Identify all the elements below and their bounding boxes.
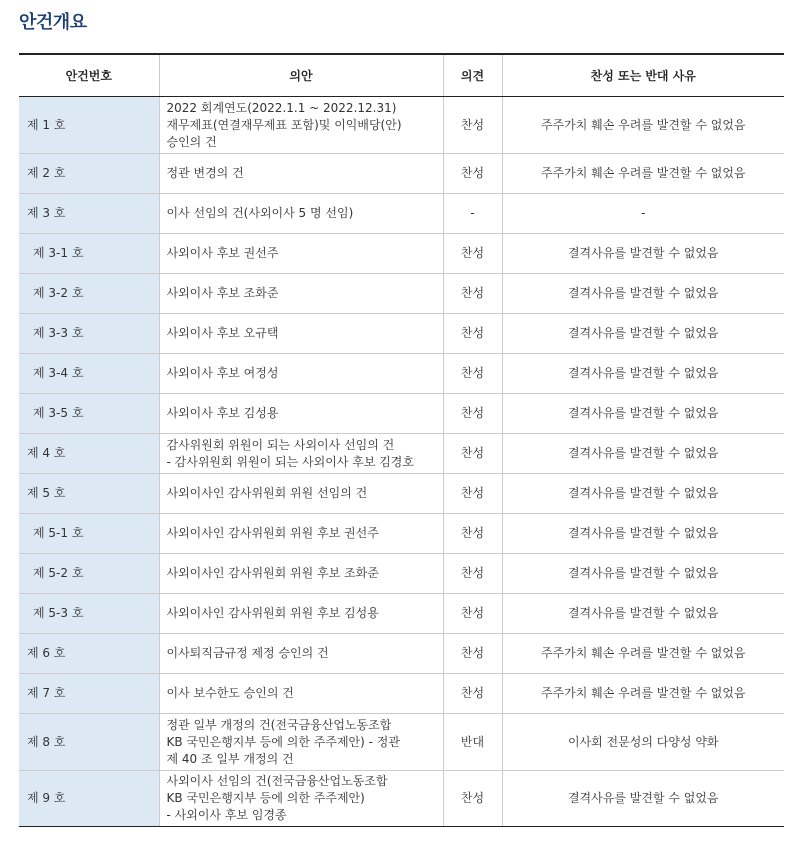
agenda-cell (159, 594, 443, 634)
reason-cell: 결격사유를 발견할 수 없었음 (502, 314, 784, 354)
agenda-cell (159, 274, 443, 314)
agenda-line: 이사퇴직금규정 제정 승인의 건 (166, 646, 329, 660)
agenda-cell (159, 474, 443, 514)
agenda-number-cell: 제 8 호 (19, 714, 159, 771)
agenda-line: KB 국민은행지부 등에 의한 주주제안) (166, 791, 365, 805)
reason-cell: 결격사유를 발견할 수 없었음 (502, 771, 784, 827)
table-row (19, 514, 784, 554)
reason-cell: 결격사유를 발견할 수 없었음 (502, 514, 784, 554)
opinion-cell: 찬성 (443, 274, 502, 314)
agenda-line: - 감사위원회 위원이 되는 사외이사 후보 김경호 (166, 454, 414, 469)
agenda-line: 제 40 조 일부 개정의 건 (166, 751, 294, 766)
agenda-number-cell: 제 6 호 (19, 634, 159, 674)
agenda-line: 사외이사 후보 오규택 (166, 326, 279, 340)
agenda-cell (159, 554, 443, 594)
opinion-cell: 찬성 (443, 554, 502, 594)
agenda-number-cell: 제 1 호 (19, 97, 159, 154)
table-row (19, 194, 784, 234)
opinion-cell: 찬성 (443, 314, 502, 354)
table-row (19, 714, 784, 771)
agenda-number-cell: 제 5-2 호 (19, 554, 159, 594)
table-row (19, 354, 784, 394)
table-row (19, 234, 784, 274)
agenda-cell (159, 234, 443, 274)
reason-cell: 결격사유를 발견할 수 없었음 (502, 234, 784, 274)
opinion-cell: - (443, 194, 502, 234)
agenda-number-cell: 제 3-3 호 (19, 314, 159, 354)
agenda-line: 정관 일부 개정의 건(전국금융산업노동조합 (166, 717, 392, 732)
opinion-cell: 찬성 (443, 674, 502, 714)
agenda-number-cell: 제 7 호 (19, 674, 159, 714)
agenda-line: 사외이사인 감사위원회 위원 선임의 건 (166, 486, 368, 500)
opinion-cell: 찬성 (443, 634, 502, 674)
table-row (19, 314, 784, 354)
reason-cell: 결격사유를 발견할 수 없었음 (502, 474, 784, 514)
opinion-cell: 찬성 (443, 394, 502, 434)
table-row (19, 154, 784, 194)
table-body (19, 97, 784, 827)
reason-cell: 결격사유를 발견할 수 없었음 (502, 354, 784, 394)
table-row (19, 771, 784, 827)
agenda-number-cell: 제 9 호 (19, 771, 159, 827)
opinion-cell: 찬성 (443, 434, 502, 474)
table-row (19, 554, 784, 594)
opinion-cell: 찬성 (443, 97, 502, 154)
agenda-cell (159, 434, 443, 474)
agenda-number-cell: 제 2 호 (19, 154, 159, 194)
agenda-line: 사외이사인 감사위원회 위원 후보 조화준 (166, 566, 379, 580)
agenda-cell (159, 634, 443, 674)
reason-cell: 결격사유를 발견할 수 없었음 (502, 394, 784, 434)
opinion-cell: 찬성 (443, 514, 502, 554)
table-row (19, 274, 784, 314)
table-row (19, 394, 784, 434)
reason-cell: 결격사유를 발견할 수 없었음 (502, 434, 784, 474)
header-agenda-number: 안건번호 (19, 54, 159, 97)
reason-cell: 결격사유를 발견할 수 없었음 (502, 274, 784, 314)
opinion-cell: 찬성 (443, 354, 502, 394)
opinion-cell: 찬성 (443, 474, 502, 514)
agenda-cell (159, 154, 443, 194)
agenda-number-cell: 제 3-5 호 (19, 394, 159, 434)
agenda-line: 사외이사 선임의 건(전국금융산업노동조합 (166, 774, 388, 788)
agenda-cell (159, 394, 443, 434)
reason-cell: - (502, 194, 784, 234)
reason-cell: 주주가치 훼손 우려를 발견할 수 없었음 (502, 634, 784, 674)
reason-cell: 주주가치 훼손 우려를 발견할 수 없었음 (502, 154, 784, 194)
agenda-line: 감사위원회 위원이 되는 사외이사 선임의 건 (166, 437, 395, 452)
agenda-number-cell: 제 4 호 (19, 434, 159, 474)
table-row (19, 474, 784, 514)
agenda-number-cell: 제 3-4 호 (19, 354, 159, 394)
agenda-cell (159, 97, 443, 154)
agenda-line: - 사외이사 후보 임경종 (166, 808, 287, 822)
agenda-cell (159, 714, 443, 771)
agenda-line: 사외이사인 감사위원회 위원 후보 권선주 (166, 526, 379, 540)
agenda-cell (159, 674, 443, 714)
agenda-line: 사외이사 후보 권선주 (166, 246, 279, 260)
opinion-cell: 찬성 (443, 771, 502, 827)
agenda-number-cell: 제 5-3 호 (19, 594, 159, 634)
agenda-cell (159, 354, 443, 394)
opinion-cell: 반대 (443, 714, 502, 771)
table-row (19, 594, 784, 634)
agenda-cell (159, 514, 443, 554)
agenda-line: 2022 회계연도(2022.1.1 ~ 2022.12.31) (166, 100, 397, 115)
table-row (19, 434, 784, 474)
reason-cell: 주주가치 훼손 우려를 발견할 수 없었음 (502, 674, 784, 714)
agenda-number-cell: 제 3 호 (19, 194, 159, 234)
agenda-line: KB 국민은행지부 등에 의한 주주제안) - 정관 (166, 734, 400, 749)
opinion-cell: 찬성 (443, 594, 502, 634)
agenda-number-cell: 제 3-2 호 (19, 274, 159, 314)
reason-cell: 주주가치 훼손 우려를 발견할 수 없었음 (502, 97, 784, 154)
opinion-cell: 찬성 (443, 154, 502, 194)
opinion-cell: 찬성 (443, 234, 502, 274)
agenda-cell (159, 194, 443, 234)
agenda-line: 정관 변경의 건 (166, 166, 244, 180)
table-row (19, 634, 784, 674)
agenda-line: 이사 보수한도 승인의 건 (166, 686, 294, 700)
agenda-line: 이사 선임의 건(사외이사 5 명 선임) (166, 206, 354, 220)
agenda-line: 사외이사 후보 김성용 (166, 406, 279, 420)
agenda-number-cell: 제 5-1 호 (19, 514, 159, 554)
header-reason: 찬성 또는 반대 사유 (502, 54, 784, 97)
table-header (19, 54, 784, 97)
reason-cell: 결격사유를 발견할 수 없었음 (502, 554, 784, 594)
agenda-number-cell: 제 3-1 호 (19, 234, 159, 274)
agenda-line: 사외이사 후보 여정성 (166, 366, 279, 380)
reason-cell: 이사회 전문성의 다양성 약화 (502, 714, 784, 771)
agenda-cell (159, 314, 443, 354)
agenda-line: 승인의 건 (166, 134, 217, 149)
reason-cell: 결격사유를 발견할 수 없었음 (502, 594, 784, 634)
agenda-line: 재무제표(연결재무제표 포함)및 이익배당(안) (166, 117, 402, 132)
agenda-line: 사외이사인 감사위원회 위원 후보 김성용 (166, 606, 379, 620)
table-row (19, 674, 784, 714)
page-title: 안건개요 (19, 12, 87, 33)
table-row (19, 97, 784, 154)
agenda-number-cell: 제 5 호 (19, 474, 159, 514)
agenda-line: 사외이사 후보 조화준 (166, 286, 279, 300)
agenda-table (19, 53, 784, 827)
agenda-cell (159, 771, 443, 827)
header-opinion: 의견 (443, 54, 502, 97)
header-agenda: 의안 (159, 54, 443, 97)
